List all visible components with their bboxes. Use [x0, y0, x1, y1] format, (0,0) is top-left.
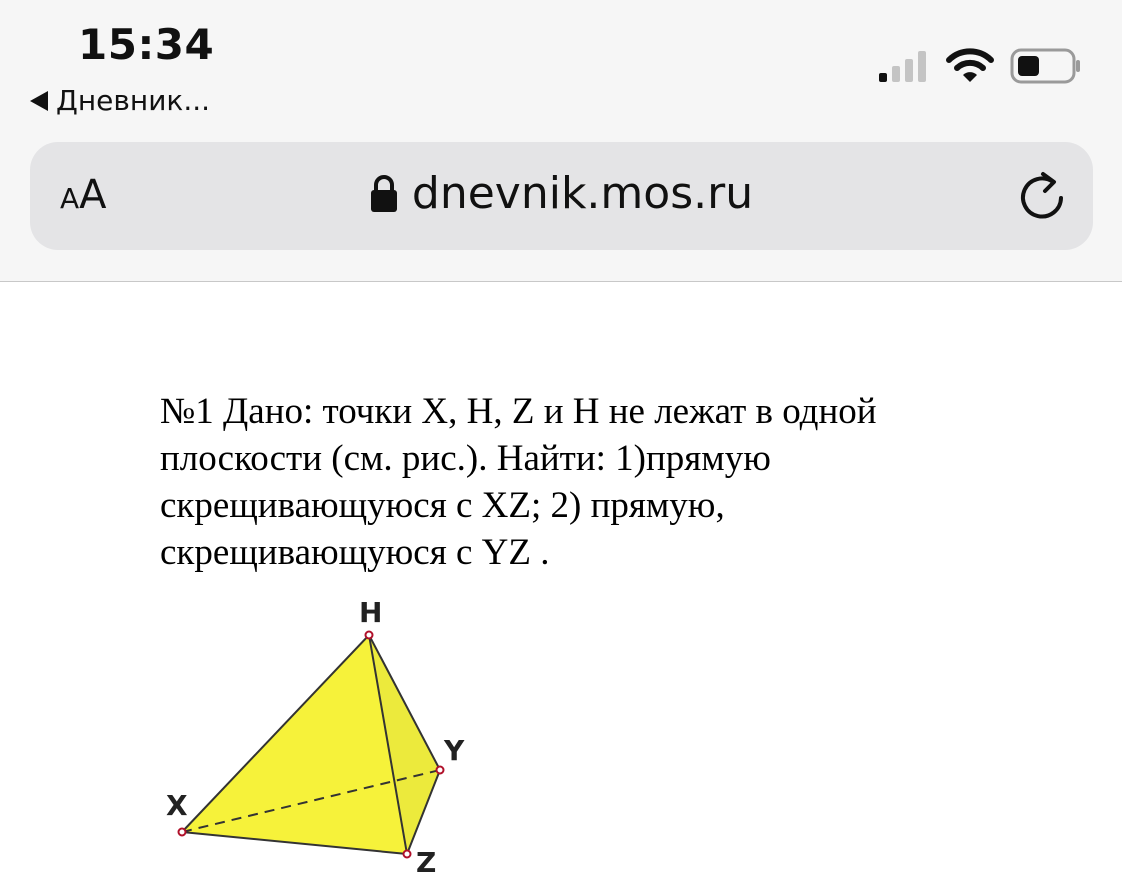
back-label: Дневник... — [56, 84, 211, 117]
battery-icon — [1010, 48, 1082, 84]
task-line: скрещивающуюся с YZ . — [160, 532, 550, 573]
address-bar[interactable] — [30, 142, 1093, 250]
back-arrow-icon — [30, 91, 48, 111]
vertex-z — [404, 851, 411, 858]
face-hxz — [182, 635, 407, 854]
text-size-button[interactable]: AA — [60, 172, 107, 218]
label-x: X — [166, 789, 188, 822]
browser-header — [0, 0, 1122, 282]
cellular-signal-icon — [878, 49, 930, 83]
label-h: H — [359, 596, 383, 629]
reload-icon[interactable] — [1017, 168, 1067, 224]
back-to-app-button[interactable] — [30, 84, 210, 117]
tetrahedron-figure — [160, 590, 480, 885]
label-z: Z — [416, 846, 437, 879]
page-content — [160, 388, 980, 576]
wifi-icon — [946, 48, 994, 84]
url-text: dnevnik.mos.ru — [411, 168, 754, 219]
task-text — [160, 388, 980, 576]
vertex-y — [437, 767, 444, 774]
vertex-x — [179, 829, 186, 836]
task-line: №1 Дано: точки X, H, Z и H не лежат в одной — [160, 391, 877, 432]
vertex-h — [366, 632, 373, 639]
status-icons — [878, 48, 1082, 84]
status-time: 15:34 — [78, 20, 215, 69]
task-line: плоскости (см. рис.). Найти: 1)прямую — [160, 438, 771, 479]
lock-icon — [370, 175, 398, 213]
label-y: Y — [444, 734, 465, 767]
task-line: скрещивающуюся с XZ; 2) прямую, — [160, 485, 725, 526]
